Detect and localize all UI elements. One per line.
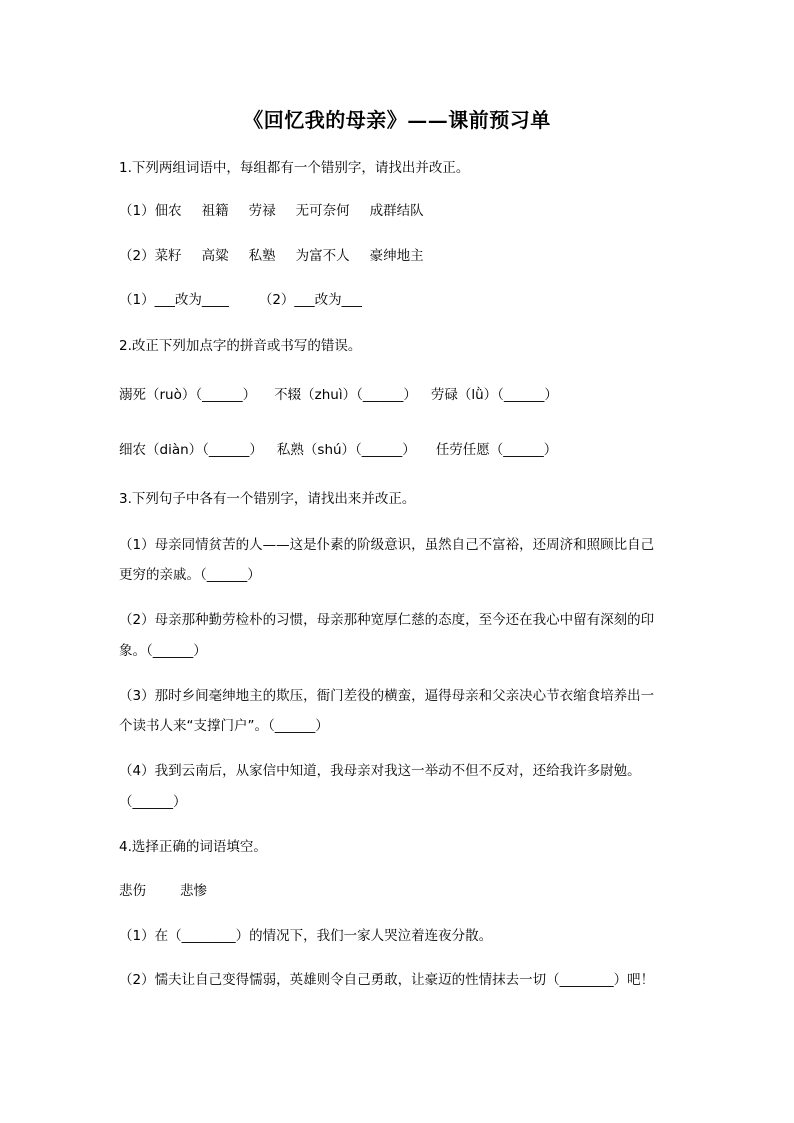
q1-row1-word: 成群结队 [369,203,424,219]
q2-item: 不辍（zhuì）（______） [274,387,417,403]
q2-item: 溺死（ruò）（______） [119,387,257,403]
q1-row1-label: （1） [119,203,155,219]
q1-row2-word: 为富不人 [295,248,350,264]
q1-answer-1: （1）___改为____ [119,292,229,308]
q3-sentence-2: （2）母亲那种勤劳检朴的习惯，母亲那种宽厚仁慈的态度，至今还在我心中留有深刻的印 [119,612,655,628]
q1-row2 [119,246,424,266]
q4-prompt: 4.选择正确的词语填空。 [119,839,267,855]
q2-prompt: 2.改正下列加点字的拼音或书写的错误。 [119,338,362,354]
q1-row1-word: 祖籍 [201,203,229,219]
q1-answers [119,290,362,310]
q3-sentence-4-cont: （______） [119,794,187,810]
q2-item: 私熟（shú）（______） [276,442,416,458]
q4-option: 悲伤 [119,883,146,899]
q4-options [119,881,207,901]
q4-sentence-2: （2）懦夫让自己变得懦弱，英雄则令自己勇敢，让豪迈的性情抹去一切（________）吧！ [119,972,655,988]
q2-row2 [119,440,557,460]
q2-item: 细农（diàn）（______） [119,442,263,458]
q1-row2-word: 菜籽 [154,248,182,264]
q3-sentence-3: （3）那时乡间毫绅地主的欺压，衙门差役的横蛮，逼得母亲和父亲决心节衣缩食培养出一 [119,688,655,704]
q1-row1-word: 佃农 [154,203,182,219]
q3-sentence-3-cont: 个读书人来“支撑门户”。（______） [119,718,329,734]
q4-sentence-1: （1）在（________）的情况下，我们一家人哭泣着连夜分散。 [119,928,493,944]
q4-option: 悲惨 [180,883,207,899]
q1-prompt: 1.下列两组词语中，每组都有一个错别字，请找出并改正。 [119,160,470,176]
q2-item: 任劳任愿（______） [435,442,558,458]
q3-sentence-4: （4）我到云南后，从家信中知道，我母亲对我这一举动不但不反对，还给我许多尉勉。 [119,763,641,779]
q2-row1 [119,385,558,405]
q2-item: 劳碌（lǜ）（______） [430,387,558,403]
q1-row1-word: 劳禄 [248,203,276,219]
q3-prompt: 3.下列句子中各有一个错别字，请找出来并改正。 [119,491,416,507]
q1-row1-word: 无可奈何 [295,203,350,219]
q1-row2-word: 私塾 [248,248,276,264]
q1-answer-2: （2）___改为___ [258,292,362,308]
q3-sentence-1: （1）母亲同情贫苦的人——这是仆素的阶级意识，虽然自己不富裕，还周济和照顾比自己 [119,537,655,553]
page-title: 《回忆我的母亲》——课前预习单 [243,108,551,132]
q3-sentence-1-cont: 更穷的亲戚。（______） [119,567,261,583]
q1-row2-label: （2） [119,248,155,264]
q3-sentence-2-cont: 象。（______） [119,643,207,659]
q1-row2-word: 豪绅地主 [369,248,424,264]
q1-row2-word: 高粱 [201,248,229,264]
q1-row1 [119,201,424,221]
